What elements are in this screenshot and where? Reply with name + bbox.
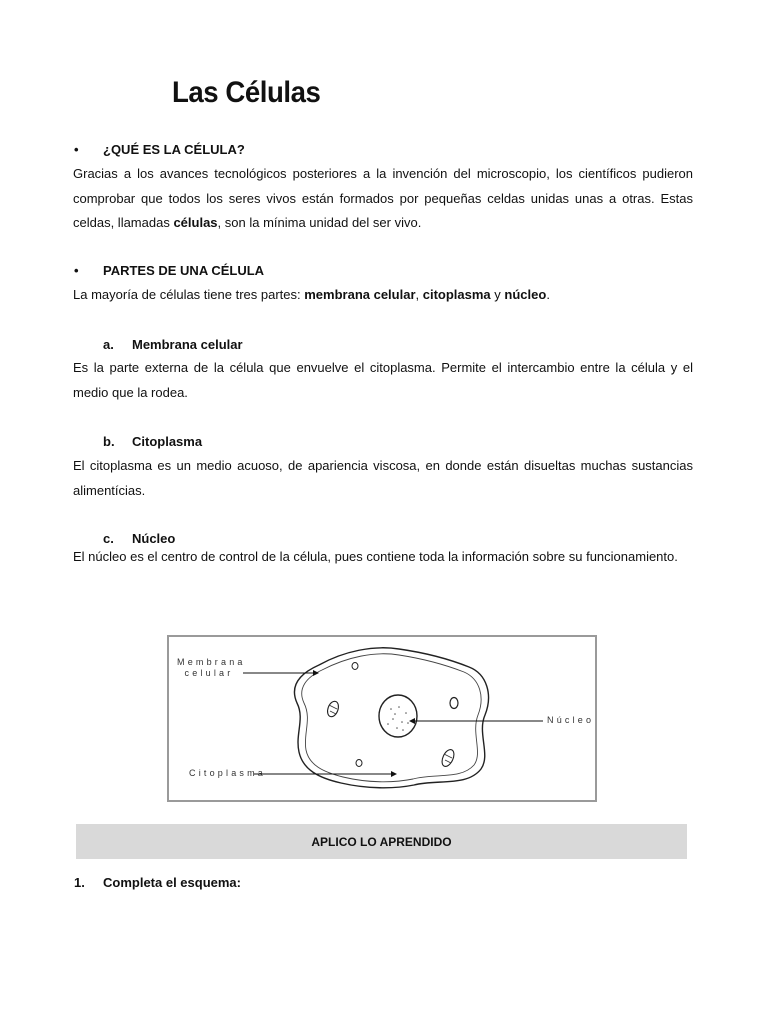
paragraph-partes (73, 283, 693, 308)
label-nucleo: Núcleo (547, 715, 595, 725)
nucleus (379, 695, 417, 737)
mitochondrion-crista (444, 754, 452, 763)
cell-diagram (167, 635, 597, 802)
page-title: Las Células (172, 76, 321, 109)
paragraph-text: Gracias a los avances tecnológicos posteriores a la invención del microscopio, los científicos pudieron comprobar que todos los seres vivos están formados por pequeñas celdas unidas unas a otras. Estas celdas, llamadas (73, 166, 693, 230)
section-heading-text: PARTES DE UNA CÉLULA (103, 263, 265, 278)
separator: . (546, 287, 550, 302)
subheading-text: Citoplasma (132, 434, 203, 449)
vacuole (356, 760, 362, 767)
bullet-marker: • (74, 142, 79, 157)
bold-term-citoplasma: citoplasma (422, 287, 491, 302)
section-heading-text: ¿QUÉ ES LA CÉLULA? (103, 142, 245, 157)
label-membrana-celular (177, 657, 246, 679)
bullet-marker: • (74, 263, 79, 278)
subheading-membrana (103, 337, 243, 352)
label-line: Membrana (177, 657, 246, 667)
separator: y (490, 287, 505, 302)
subheading-nucleo (103, 531, 175, 546)
section-banner: APLICO LO APRENDIDO (76, 824, 687, 859)
label-line: celular (184, 668, 234, 678)
paragraph-text-end: , son la mínima unidad del ser vivo. (217, 215, 422, 230)
paragraph-que-es (73, 162, 693, 236)
mitochondrion (326, 700, 341, 718)
subheading-citoplasma (103, 434, 202, 449)
mitochondrion-crista (329, 705, 337, 714)
section-heading-partes (74, 263, 264, 278)
list-letter: b. (103, 434, 115, 449)
arrowhead-membrana (313, 670, 319, 676)
vacuole (450, 698, 458, 709)
arrowhead-citoplasma (391, 771, 397, 777)
bold-term-nucleo: núcleo (504, 287, 547, 302)
paragraph-citoplasma: El citoplasma es un medio acuoso, de apariencia viscosa, en donde están disueltas muchas sustancias alimentícias. (73, 458, 693, 498)
exercise-text: Completa el esquema: (103, 875, 241, 890)
subheading-text: Membrana celular (132, 337, 243, 352)
label-citoplasma: Citoplasma (189, 768, 267, 778)
bold-term-celulas: células (173, 215, 218, 230)
exercise-item (74, 875, 241, 890)
paragraph-nucleo: El núcleo es el centro de control de la célula, pues contiene toda la información sobre su funcionamiento. (73, 549, 678, 564)
subheading-text: Núcleo (132, 531, 176, 546)
paragraph-text: La mayoría de células tiene tres partes: (73, 287, 305, 302)
section-heading-que-es (74, 142, 245, 157)
list-letter: c. (103, 531, 114, 546)
bold-term-membrana: membrana celular (304, 287, 416, 302)
mitochondrion (440, 748, 457, 769)
separator: , (415, 287, 423, 302)
list-letter: a. (103, 337, 114, 352)
paragraph-membrana: Es la parte externa de la célula que envuelve el citoplasma. Permite el intercambio entre la célula y el medio que la rodea. (73, 360, 693, 400)
exercise-number: 1. (74, 875, 85, 890)
vacuole (352, 663, 358, 670)
